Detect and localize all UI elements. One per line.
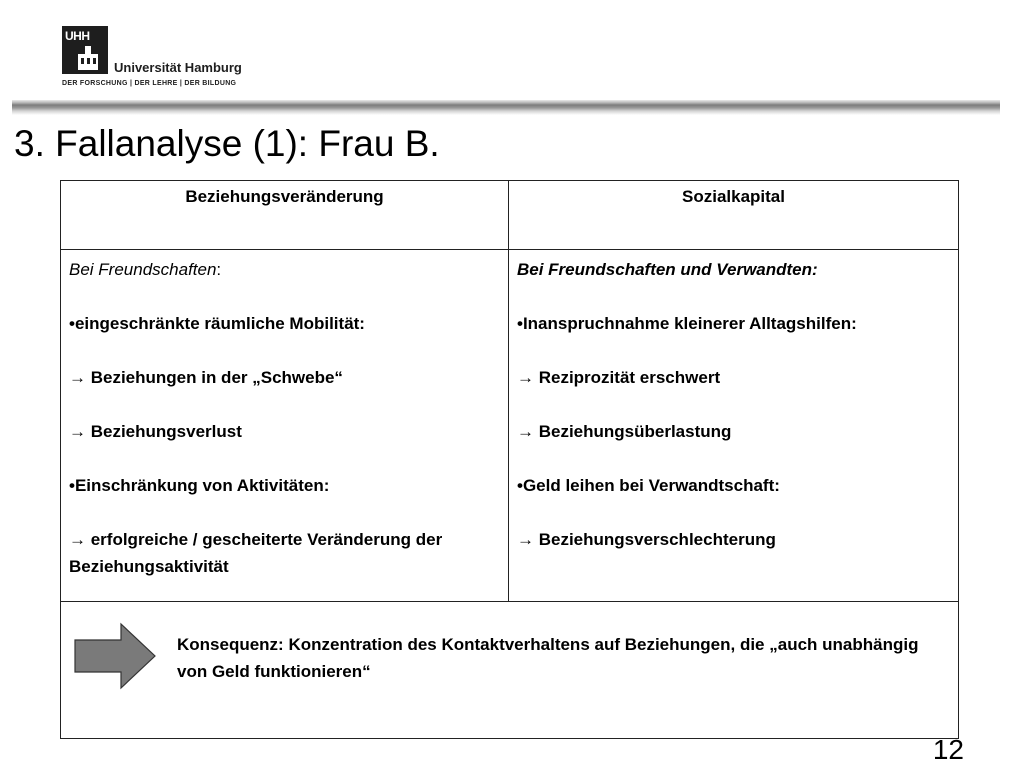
list-item: •eingeschränkte räumliche Mobilität: [69, 314, 365, 333]
column-header-social-capital [509, 181, 959, 250]
university-logo [62, 26, 262, 90]
column-header-relationship-change [61, 181, 509, 250]
cell-intro [69, 256, 508, 283]
university-name: Universität Hamburg [114, 60, 242, 75]
building-icon [76, 44, 100, 70]
logo-emblem [62, 26, 108, 74]
cell-intro: Bei Freundschaften und Verwandten: [517, 260, 818, 279]
list-item: → Beziehungsverlust [69, 422, 242, 441]
list-item: → erfolgreiche / gescheiterte Veränderung der Beziehungsaktivität [69, 530, 443, 576]
university-motto: DER FORSCHUNG | DER LEHRE | DER BILDUNG [62, 80, 237, 87]
cell-intro-italic: Bei Freundschaften [69, 260, 217, 279]
relationship-change-cell [61, 250, 509, 602]
cell-intro-suffix: : [216, 260, 222, 279]
header-divider [12, 100, 1000, 115]
list-item: → Beziehungsverschlechterung [517, 530, 776, 549]
column-header-label: Beziehungsveränderung [185, 187, 384, 206]
slide-title: 3. Fallanalyse (1): Frau B. [14, 123, 440, 164]
logo-abbreviation: UHH [65, 29, 90, 43]
list-item: → Reziprozität erschwert [517, 368, 721, 387]
list-item: •Inanspruchnahme kleinerer Alltagshilfen: [517, 314, 857, 333]
analysis-table [60, 180, 959, 739]
list-item: •Geld leihen bei Verwandtschaft: [517, 476, 780, 495]
column-header-label: Sozialkapital [682, 187, 785, 206]
page-number: 12 [932, 734, 964, 765]
conclusion-cell [61, 602, 959, 739]
conclusion-text: Konsequenz: Konzentration des Kontaktverhaltens auf Beziehungen, die „auch unabhängig von Geld funktionieren“ [177, 635, 919, 681]
list-item: → Beziehungsüberlastung [517, 422, 732, 441]
list-item: → Beziehungen in der „Schwebe“ [69, 368, 343, 387]
right-arrow-icon [73, 622, 157, 690]
social-capital-cell [509, 250, 959, 602]
list-item: •Einschränkung von Aktivitäten: [69, 476, 330, 495]
